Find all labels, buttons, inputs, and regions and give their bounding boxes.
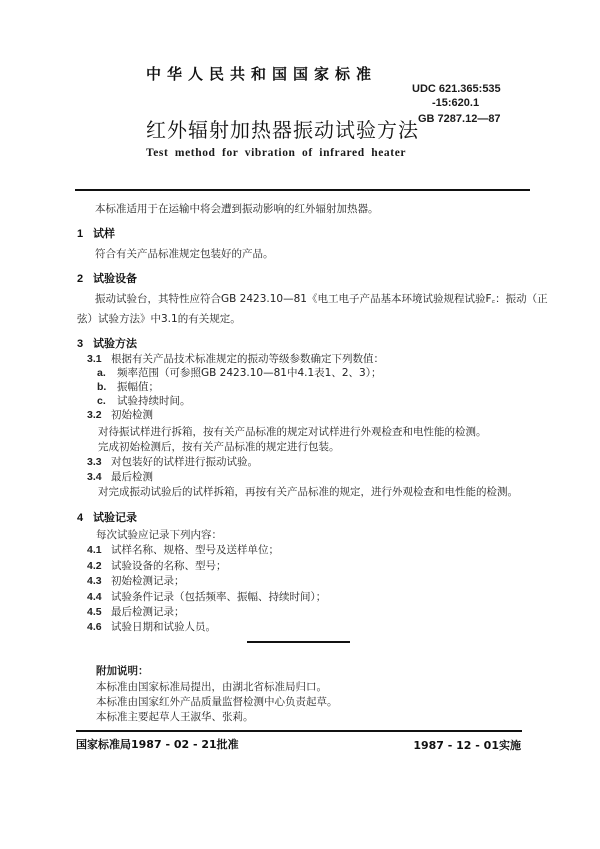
intro-paragraph: 本标准适用于在运输中将会遭到振动影响的红外辐射加热器。 <box>95 203 379 215</box>
gb-number: GB 7287.12—87 <box>418 113 501 125</box>
section-title: 试验设备 <box>93 272 137 285</box>
clause-3-1-a: a. 频率范围（可参照GB 2423.10—81中4.1表1、2、3）； <box>97 367 382 379</box>
section-number: 4 <box>77 512 84 524</box>
section-2-body-line-1: 振动试验台，其特性应符合GB 2423.10—81《电工电子产品基本环境试验规程试验F꜀：振动（正 <box>95 293 548 305</box>
end-of-text-rule <box>247 641 350 643</box>
clause-4-3: 4.3 初始检测记录； <box>87 575 185 587</box>
national-standard-heading: 中华人民共和国国家标准 <box>146 65 378 83</box>
effective-date: 1987 - 12 - 01实施 <box>413 739 521 752</box>
clause-3-2-body-2: 完成初始检测后，按有关产品标准的规定进行包装。 <box>98 441 340 453</box>
udc-line-2: -15:620.1 <box>432 97 480 109</box>
clause-3-1-b: b. 振幅值； <box>97 381 159 393</box>
section-4-heading <box>77 509 137 525</box>
udc-line-1: UDC 621.365:535 <box>412 83 501 95</box>
clause-4-5: 4.5 最后检测记录； <box>87 606 185 618</box>
udc-code <box>412 82 501 110</box>
clause-3-1: 3.1 根据有关产品技术标准规定的振动等级参数确定下列数值： <box>87 353 384 365</box>
notes-line-2: 本标准由国家红外产品质量监督检测中心负责起草。 <box>96 696 338 708</box>
section-2-heading <box>77 270 137 286</box>
notes-title: 附加说明： <box>96 665 149 677</box>
clause-3-4: 3.4 最后检测 <box>87 471 153 483</box>
section-title: 试验方法 <box>93 337 137 350</box>
clause-4-1: 4.1 试样名称、规格、型号及送样单位； <box>87 544 279 556</box>
clause-3-4-body: 对完成振动试验后的试样拆箱，再按有关产品标准的规定，进行外观检查和电性能的检测。 <box>98 486 518 498</box>
bottom-divider <box>76 730 522 732</box>
top-divider <box>75 189 530 191</box>
clause-4-6: 4.6 试验日期和试验人员。 <box>87 621 216 633</box>
clause-3-2: 3.2 初始检测 <box>87 409 153 421</box>
section-number: 3 <box>77 338 84 350</box>
document-title-cn: 红外辐射加热器振动试验方法 <box>146 118 419 142</box>
clause-3-2-body-1: 对待振试样进行拆箱，按有关产品标准的规定对试样进行外观检查和电性能的检测。 <box>98 426 487 438</box>
section-4-lead: 每次试验应记录下列内容： <box>96 529 222 541</box>
section-3-heading <box>77 335 137 351</box>
section-number: 1 <box>77 228 84 240</box>
section-1-heading <box>77 225 115 241</box>
section-number: 2 <box>77 273 84 285</box>
clause-4-4: 4.4 试验条件记录（包括频率、振幅、持续时间）； <box>87 591 327 603</box>
approval-date: 国家标准局1987 - 02 - 21批准 <box>76 738 239 751</box>
clause-4-2: 4.2 试验设备的名称、型号； <box>87 560 227 572</box>
clause-3-3: 3.3 对包装好的试样进行振动试验。 <box>87 456 258 468</box>
section-title: 试样 <box>93 227 115 240</box>
notes-line-1: 本标准由国家标准局提出，由湖北省标准局归口。 <box>96 681 327 693</box>
section-1-body: 符合有关产品标准规定包装好的产品。 <box>95 248 274 260</box>
section-2-body-line-2: 弦）试验方法》中3.1的有关规定。 <box>77 313 241 325</box>
notes-line-3: 本标准主要起草人王淑华、张莉。 <box>96 711 254 723</box>
clause-3-1-c: c. 试验持续时间。 <box>97 395 191 407</box>
section-title: 试验记录 <box>93 511 137 524</box>
document-title-en: Test method for vibration of infrared heater <box>146 147 407 159</box>
